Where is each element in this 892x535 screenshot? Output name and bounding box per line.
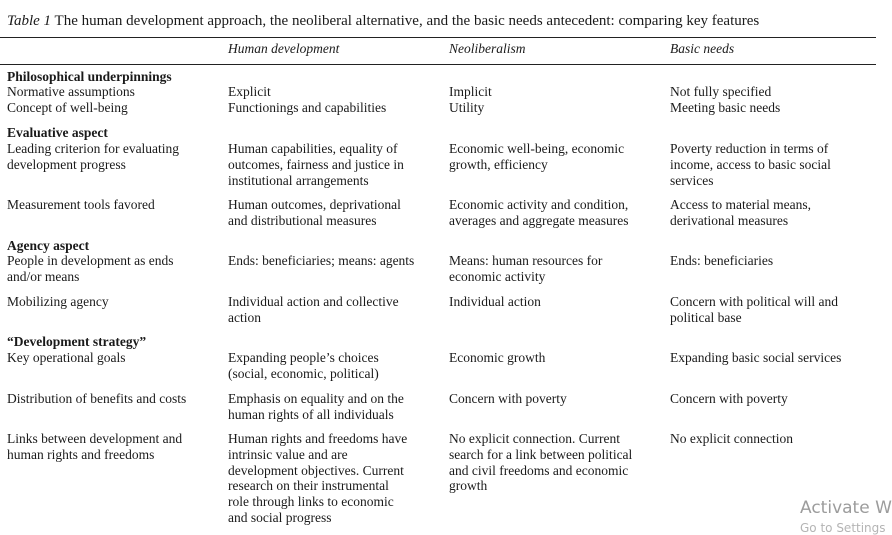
cell-basic-needs [670,141,876,188]
cell-neoliberalism [449,141,665,173]
cell-human-development [228,141,442,188]
cell-line: Normative assumptions [7,84,135,99]
row-label [7,141,219,173]
cell-line: growth [449,478,488,494]
cell-line: action [228,309,261,325]
cell-line: Expanding basic social services [670,350,842,365]
row-label [7,431,219,463]
cell-human-development [228,197,442,229]
cell-basic-needs [670,294,876,326]
section-heading: Philosophical underpinnings [7,69,172,84]
cell-line: Economic growth [449,350,546,365]
cell-basic-needs [670,100,876,116]
row-label [7,100,219,116]
cell-line: institutional arrangements [228,172,369,188]
section-heading: Agency aspect [7,238,90,253]
cell-line: growth, efficiency [449,156,548,172]
cell-basic-needs [670,350,876,366]
cell-human-development [228,431,442,526]
cell-line: Not fully specified [670,84,772,99]
cell-line: Meeting basic needs [670,100,781,115]
column-header-human-development: Human development [228,41,340,56]
cell-line: People in development as ends [7,253,174,268]
cell-line: and distributional measures [228,212,377,228]
cell-line: averages and aggregate measures [449,212,629,228]
cell-neoliberalism [449,197,665,229]
cell-line: income, access to basic social [670,156,831,172]
cell-line: Individual action [449,294,541,309]
cell-human-development [228,350,442,382]
cell-line: and civil freedoms and economic [449,462,629,478]
cell-line: Ends: beneficiaries; means: agents [228,253,415,268]
cell-line: Human rights and freedoms have [228,431,408,446]
row-label [7,391,219,407]
cell-line: Utility [449,100,485,115]
cell-line: Human outcomes, deprivational [228,197,401,212]
row-label [7,294,219,310]
cell-line: Explicit [228,84,271,99]
column-header-neoliberalism: Neoliberalism [449,41,526,56]
cell-line: Measurement tools favored [7,197,155,212]
header-bottom-rule [0,64,876,65]
cell-line: search for a link between political [449,446,633,462]
section-heading: “Development strategy” [7,334,147,349]
cell-line: Means: human resources for [449,253,603,268]
cell-basic-needs [670,431,876,447]
cell-basic-needs [670,84,876,100]
table-caption [7,12,759,30]
cell-line: derivational measures [670,212,789,228]
section-heading: Evaluative aspect [7,125,108,140]
cell-human-development [228,84,442,100]
watermark-settings-hint [800,521,886,535]
cell-line: Concern with political will and [670,294,838,309]
row-label [7,197,219,213]
cell-line: and social progress [228,509,332,525]
cell-neoliberalism [449,294,665,310]
cell-line: Implicit [449,84,492,99]
cell-line: Concept of well-being [7,100,128,115]
cell-line: Leading criterion for evaluating [7,141,180,156]
cell-line: Mobilizing agency [7,294,109,309]
cell-neoliberalism [449,100,665,116]
cell-human-development [228,253,442,269]
cell-human-development [228,100,442,116]
cell-line: development progress [7,156,126,172]
watermark-settings-text: Go to Settings [800,521,886,535]
cell-line: Economic activity and condition, [449,197,629,212]
cell-line: human rights of all individuals [228,406,394,422]
cell-line: and/or means [7,268,80,284]
cell-line: development objectives. Current [228,462,404,478]
cell-line: research on their instrumental [228,478,389,494]
cell-neoliberalism [449,253,665,285]
table-title: The human development approach, the neoliberal alternative, and the basic needs antecedent: comparing key features [54,13,760,29]
row-label [7,350,219,366]
cell-basic-needs [670,253,876,269]
cell-line: No explicit connection [670,431,793,446]
cell-neoliberalism [449,84,665,100]
cell-line: Expanding people’s choices [228,350,379,365]
cell-line: intrinsic value and are [228,446,348,462]
cell-line: Economic well-being, economic [449,141,625,156]
cell-line: services [670,172,714,188]
cell-line: Human capabilities, equality of [228,141,398,156]
cell-line: outcomes, fairness and justice in [228,156,404,172]
row-label [7,253,219,285]
cell-line: No explicit connection. Current [449,431,620,446]
cell-line: political base [670,309,742,325]
cell-basic-needs [670,197,876,229]
table-label: Table 1 [7,13,52,29]
cell-line: Emphasis on equality and on the [228,391,404,406]
cell-human-development [228,391,442,423]
cell-line: Ends: beneficiaries [670,253,774,268]
activate-windows-watermark: Activate W [800,498,892,518]
cell-line: role through links to economic [228,494,394,510]
cell-neoliberalism [449,431,665,494]
cell-line: Functionings and capabilities [228,100,387,115]
cell-line: Concern with poverty [449,391,567,406]
cell-line: Key operational goals [7,350,126,365]
cell-line: economic activity [449,268,546,284]
cell-line: Poverty reduction in terms of [670,141,829,156]
cell-line: Distribution of benefits and costs [7,391,187,406]
cell-line: Individual action and collective [228,294,399,309]
header-top-rule [0,37,876,38]
column-header-basic-needs: Basic needs [670,41,735,56]
cell-line: Concern with poverty [670,391,788,406]
cell-line: Access to material means, [670,197,811,212]
cell-line: (social, economic, political) [228,365,379,381]
cell-human-development [228,294,442,326]
cell-neoliberalism [449,391,665,407]
cell-line: Links between development and [7,431,183,446]
row-label [7,84,219,100]
cell-line: human rights and freedoms [7,446,155,462]
cell-neoliberalism [449,350,665,366]
cell-basic-needs [670,391,876,407]
